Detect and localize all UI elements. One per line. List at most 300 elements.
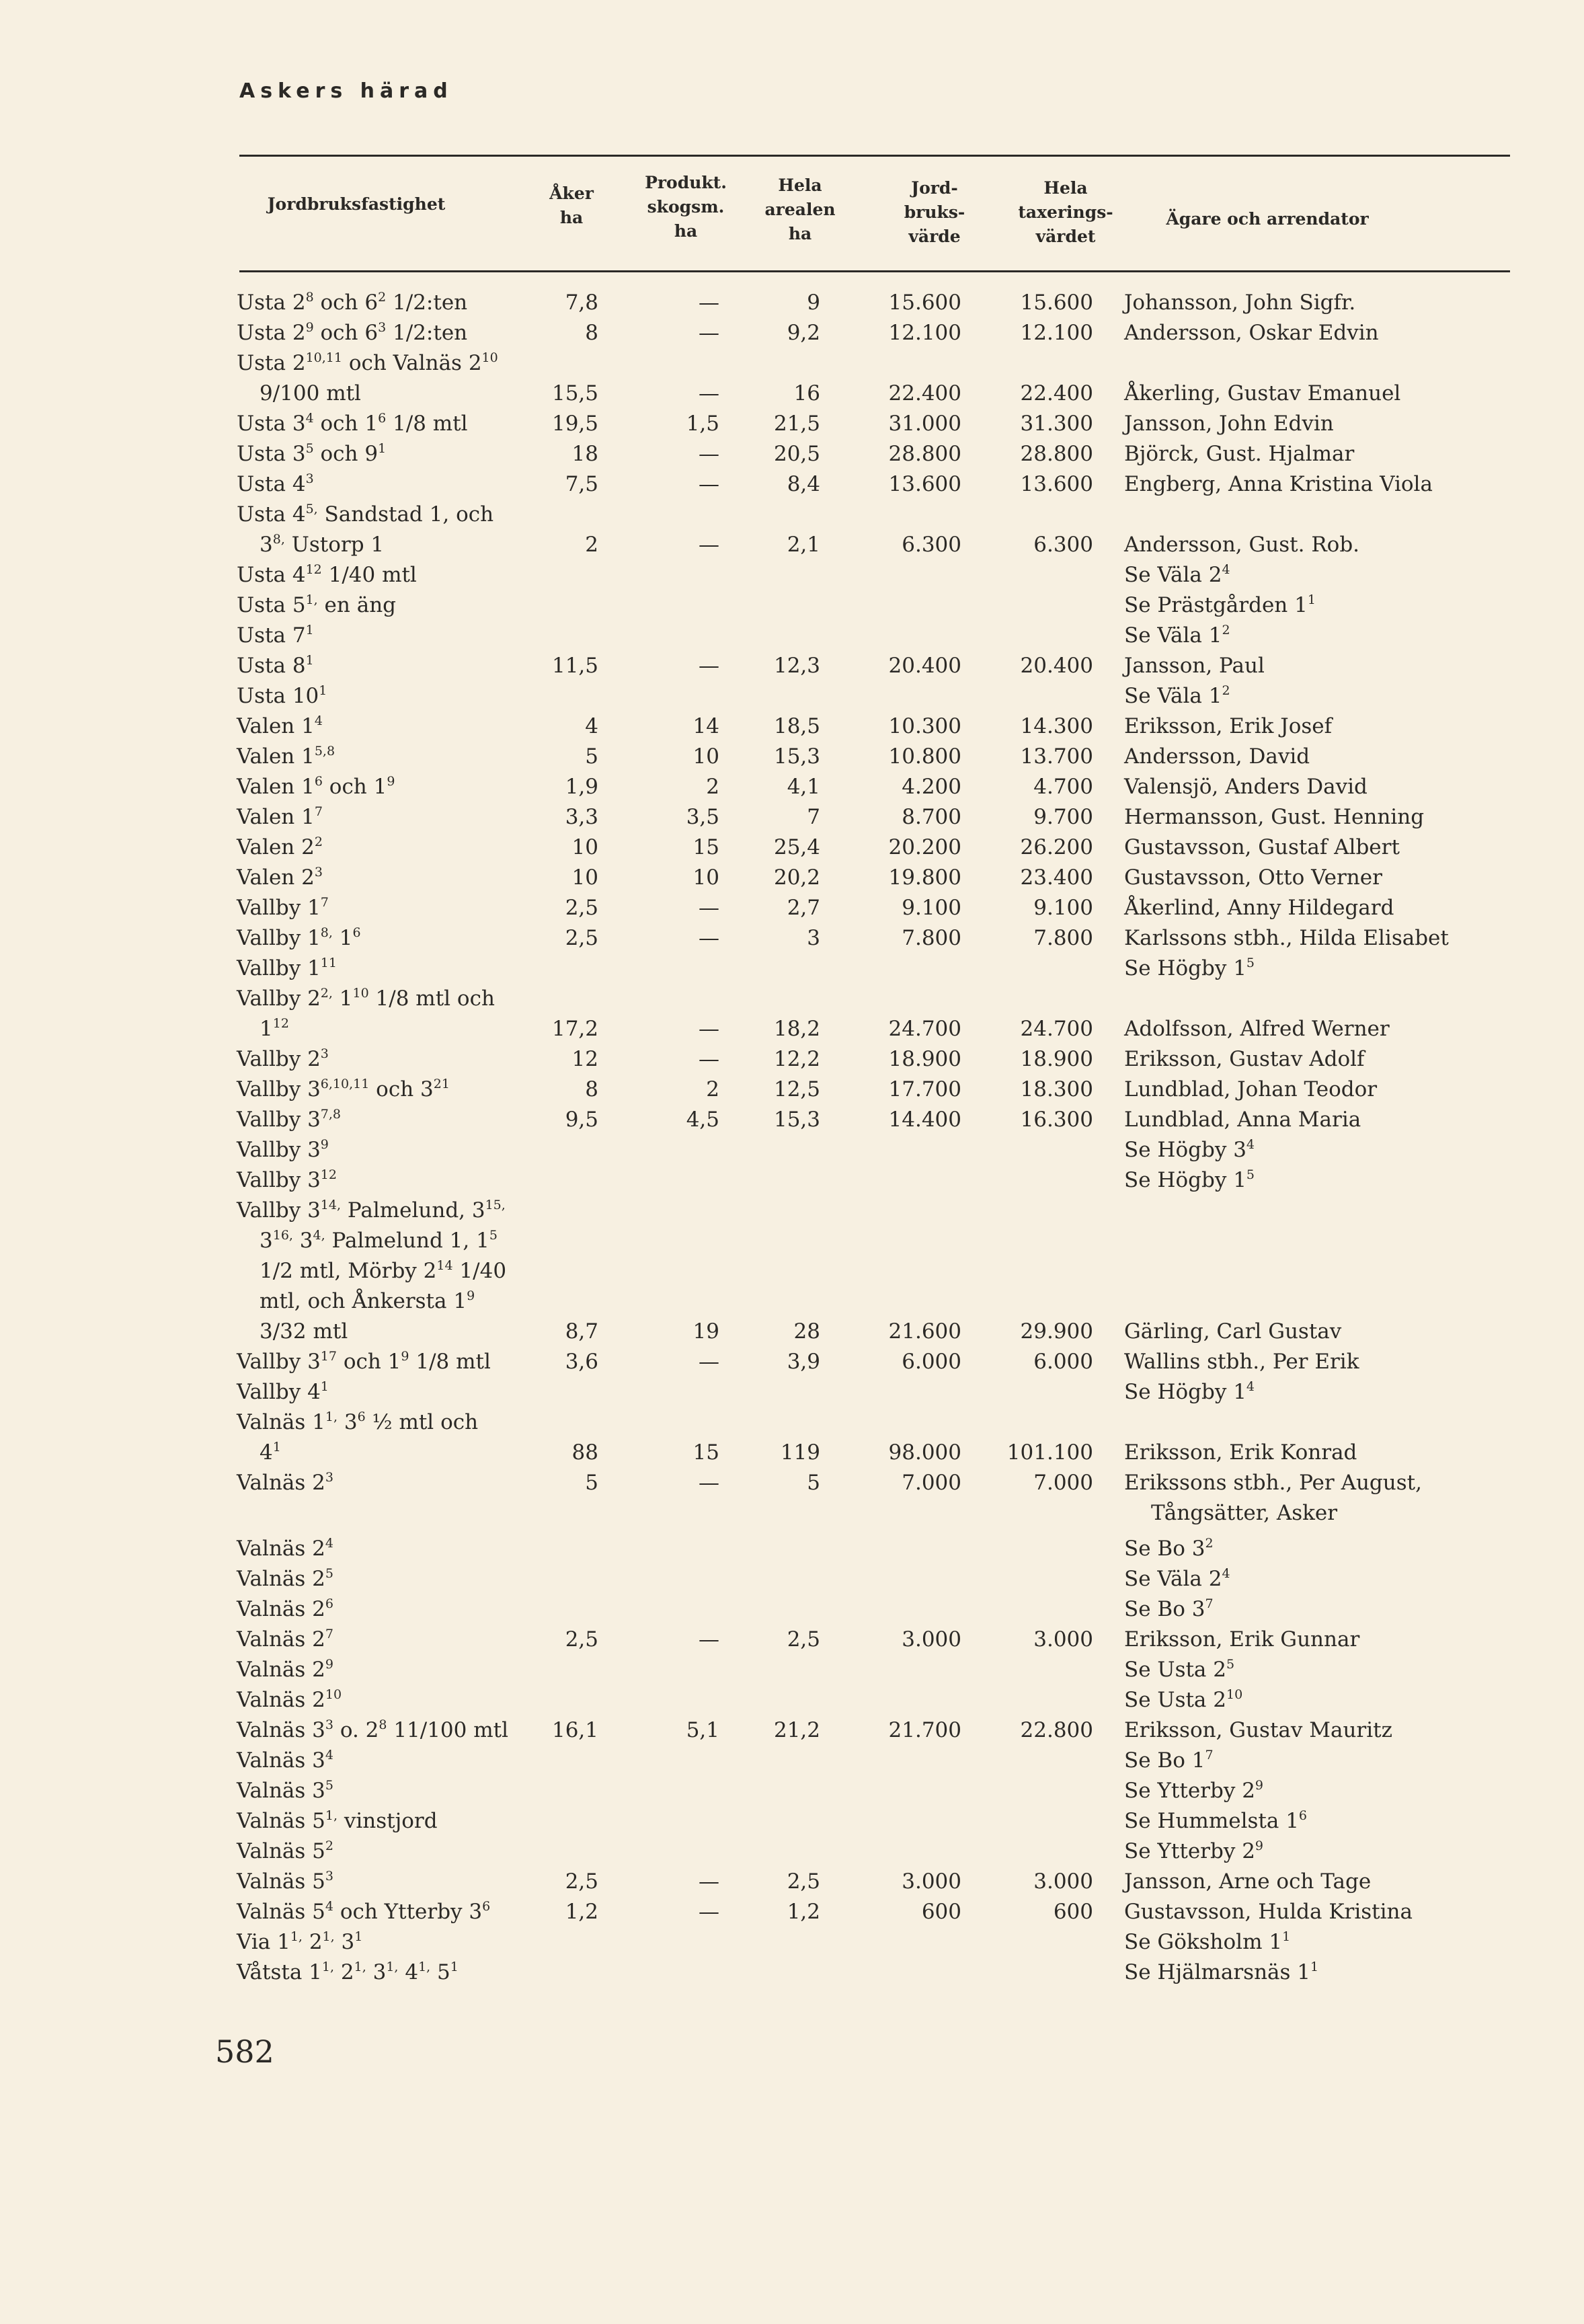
- cell-aker: 15,5: [551, 381, 598, 405]
- cell-aker: 5: [585, 1471, 598, 1495]
- cell-tax: 29.900: [1020, 1319, 1093, 1344]
- table-row: [0, 469, 1584, 500]
- cell-agare: Se Bo $1^7$: [1124, 1747, 1214, 1773]
- cell-agare: Se Högby $1^5$: [1124, 955, 1255, 980]
- cell-agare: Eriksson, Gustav Mauritz: [1124, 1718, 1392, 1742]
- cell-fastighet: Valnäs $5^{1,}$ vinstjord: [237, 1808, 438, 1833]
- cell-agare: Se Väla $2^4$: [1124, 1565, 1230, 1591]
- cell-fastighet: Usta $8^1$: [237, 652, 314, 678]
- cell-agare: Lundblad, Johan Teodor: [1124, 1077, 1378, 1101]
- cell-tax: 18.900: [1020, 1047, 1093, 1071]
- cell-fastighet: Vallby $4^1$: [237, 1379, 329, 1404]
- cell-agare: Eriksson, Erik Konrad: [1124, 1440, 1357, 1465]
- cell-hela: 2,1: [787, 533, 820, 557]
- cell-jord: 7.800: [902, 926, 961, 950]
- cell-tax: 9.100: [1033, 896, 1093, 920]
- table-row: [0, 1685, 1584, 1715]
- cell-tax: 4.700: [1033, 775, 1093, 799]
- cell-fastighet: Via $1^{1,}$ $2^{1,}$ $3^1$: [237, 1929, 363, 1954]
- table-row: [0, 1165, 1584, 1196]
- cell-agare: Andersson, Oskar Edvin: [1124, 321, 1379, 345]
- cell-aker: 2,5: [565, 1869, 598, 1894]
- cell-aker: 12: [571, 1047, 598, 1071]
- cell-tax: 15.600: [1020, 290, 1093, 315]
- cell-tax: 600: [1053, 1900, 1093, 1924]
- cell-tax: 20.400: [1020, 654, 1093, 678]
- cell-hela: 16: [793, 381, 820, 405]
- table-row: [0, 1044, 1584, 1075]
- cell-hela: 2,7: [787, 896, 820, 920]
- cell-prod: —: [699, 442, 719, 466]
- table-row: [0, 681, 1584, 711]
- cell-tax: 9.700: [1033, 805, 1093, 829]
- cell-fastighet: Valen 1$^{5,8}$: [237, 743, 335, 769]
- cell-agare: Se Hjälmarsnäs $1^1$: [1124, 1959, 1319, 1984]
- header-rule: [239, 270, 1510, 272]
- table-row: [0, 954, 1584, 984]
- cell-fastighet: Vallby $3^{12}$: [237, 1167, 337, 1192]
- page-title: Askers härad: [239, 79, 453, 103]
- cell-fastighet: Valnäs $5^3$: [237, 1868, 333, 1894]
- cell-agare: Se Ytterby $2^9$: [1124, 1838, 1264, 1863]
- cell-fastighet: Usta $7^1$: [237, 622, 314, 648]
- cell-agare: Erikssons stbh., Per August,: [1124, 1471, 1422, 1495]
- cell-agare: Se Bo $3^2$: [1124, 1535, 1214, 1561]
- cell-agare: Engberg, Anna Kristina Viola: [1124, 472, 1433, 496]
- cell-jord: 8.700: [902, 805, 961, 829]
- cell-agare: Wallins stbh., Per Erik: [1124, 1350, 1359, 1374]
- cell-prod: 2: [706, 1077, 719, 1101]
- cell-tax: 28.800: [1020, 442, 1093, 466]
- cell-hela: 12,2: [773, 1047, 820, 1071]
- table-row: [0, 1594, 1584, 1625]
- cell-jord: 6.000: [902, 1350, 961, 1374]
- cell-prod: 10: [692, 744, 719, 769]
- cell-prod: —: [699, 1471, 719, 1495]
- cell-prod: 10: [692, 865, 719, 890]
- cell-agare: Gustavsson, Otto Verner: [1124, 865, 1382, 890]
- cell-fastighet: Usta $5^{1,}$ en äng: [237, 592, 397, 617]
- cell-tax: 13.600: [1020, 472, 1093, 496]
- table-row: [0, 863, 1584, 893]
- cell-fastighet: Valnäs $2^{10}$: [237, 1687, 342, 1712]
- cell-aker: 18: [571, 442, 598, 466]
- cell-jord: 19.800: [888, 865, 961, 890]
- cell-fastighet: Valen $1^6$ och $1^9$: [237, 773, 395, 799]
- cell-agare: Gärling, Carl Gustav: [1124, 1319, 1342, 1344]
- table-row: [0, 1438, 1584, 1468]
- cell-fastighet: Valen $1^7$: [237, 804, 323, 829]
- table-row: [0, 1468, 1584, 1498]
- cell-fastighet: Vallby $3^9$: [237, 1136, 329, 1162]
- cell-fastighet: Usta $4^{12}$ 1/40 mtl: [237, 561, 417, 587]
- cell-fastighet: Usta $4^3$: [237, 471, 314, 496]
- cell-prod: 19: [692, 1319, 719, 1344]
- cell-tax: 16.300: [1020, 1108, 1093, 1132]
- cell-fastighet: 3/32 mtl: [260, 1319, 348, 1344]
- cell-jord: 3.000: [902, 1869, 961, 1894]
- cell-jord: 98.000: [888, 1440, 961, 1465]
- cell-jord: 18.900: [888, 1047, 961, 1071]
- table-row: [0, 1347, 1584, 1377]
- cell-hela: 18,5: [773, 714, 820, 738]
- cell-hela: 8,4: [787, 472, 820, 496]
- cell-jord: 6.300: [902, 533, 961, 557]
- cell-aker: 1,2: [565, 1900, 598, 1924]
- col-header-jord: Jord- bruks- värde: [904, 178, 965, 246]
- cell-jord: 31.000: [888, 412, 961, 436]
- cell-jord: 7.000: [902, 1471, 961, 1495]
- cell-agare: Johansson, John Sigfr.: [1124, 290, 1356, 315]
- table-row: [0, 439, 1584, 469]
- cell-agare: Jansson, John Edvin: [1124, 412, 1334, 436]
- table-row: [0, 1105, 1584, 1135]
- cell-jord: 21.700: [888, 1718, 961, 1742]
- col-header-fastighet: Jordbruksfastighet: [267, 194, 446, 214]
- cell-agare: Andersson, David: [1124, 744, 1310, 769]
- cell-prod: —: [699, 1017, 719, 1041]
- cell-prod: —: [699, 1869, 719, 1894]
- property-table: [0, 288, 1584, 1988]
- cell-hela: 9: [807, 290, 820, 315]
- cell-fastighet: mtl, och Ånkersta $1^9$: [260, 1288, 475, 1313]
- cell-hela: 25,4: [773, 835, 820, 859]
- cell-hela: 7: [807, 805, 820, 829]
- cell-fastighet: Vallby 3$^{7,8}$: [237, 1106, 342, 1132]
- table-row: [0, 530, 1584, 560]
- cell-fastighet: Valnäs $1^{1,}$ $3^6$ ½ mtl och: [237, 1409, 479, 1434]
- col-header-agare: Ägare och arrendator: [1166, 209, 1369, 229]
- cell-aker: 2,5: [565, 926, 598, 950]
- cell-tax: 12.100: [1020, 321, 1093, 345]
- cell-jord: 10.800: [888, 744, 961, 769]
- cell-tax: 23.400: [1020, 865, 1093, 890]
- cell-aker: 17,2: [551, 1017, 598, 1041]
- cell-fastighet: Valnäs $3^3$ o. $2^8$ 11/100 mtl: [237, 1717, 509, 1742]
- cell-fastighet: Valnäs $3^4$: [237, 1747, 333, 1773]
- cell-prod: —: [699, 1627, 719, 1652]
- cell-agare: Jansson, Arne och Tage: [1124, 1869, 1372, 1894]
- table-row: [0, 1776, 1584, 1806]
- cell-prod: —: [699, 1047, 719, 1071]
- cell-fastighet: Valen $2^2$: [237, 834, 323, 859]
- cell-fastighet: $3^{16,}$ $3^{4,}$ Palmelund 1, $1^5$: [260, 1227, 498, 1253]
- cell-hela: 28: [793, 1319, 820, 1344]
- table-row: [0, 1655, 1584, 1685]
- cell-fastighet: Vallby $2^{2,}$ $1^{10}$ 1/8 mtl och: [237, 985, 495, 1011]
- table-row: [0, 318, 1584, 348]
- table-row: [0, 832, 1584, 863]
- cell-agare: Åkerling, Gustav Emanuel: [1124, 381, 1401, 405]
- cell-aker: 2,5: [565, 896, 598, 920]
- cell-agare: Andersson, Gust. Rob.: [1124, 533, 1360, 557]
- cell-agare: Hermansson, Gust. Henning: [1124, 805, 1425, 829]
- cell-hela: 9,2: [787, 321, 820, 345]
- cell-fastighet: Vallby 3$^{6,10,11}$ och $3^{21}$: [237, 1076, 450, 1101]
- cell-aker: 5: [585, 744, 598, 769]
- cell-fastighet: Våtsta $1^{1,}$ $2^{1,}$ $3^{1,}$ $4^{1,}$ $5^1$: [237, 1959, 459, 1984]
- cell-hela: 4,1: [787, 775, 820, 799]
- cell-agare: Se Ytterby $2^9$: [1124, 1777, 1264, 1803]
- table-row: [0, 772, 1584, 802]
- cell-jord: 9.100: [902, 896, 961, 920]
- cell-jord: 21.600: [888, 1319, 961, 1344]
- cell-aker: 7,5: [565, 472, 598, 496]
- cell-fastighet: Vallby $3^{14,}$ Palmelund, $3^{15,}$: [237, 1197, 506, 1223]
- top-rule: [239, 155, 1510, 157]
- cell-aker: 8: [585, 1077, 598, 1101]
- cell-fastighet: Valnäs $2^5$: [237, 1565, 333, 1591]
- cell-fastighet: Valnäs $2^7$: [237, 1626, 333, 1652]
- cell-agare: Se Usta $2^5$: [1124, 1656, 1235, 1682]
- cell-hela: 1,2: [787, 1900, 820, 1924]
- cell-aker: 16,1: [551, 1718, 598, 1742]
- cell-prod: 4,5: [686, 1108, 719, 1132]
- cell-fastighet: Valnäs $5^4$ och Ytterby $3^6$: [237, 1898, 491, 1924]
- table-row: [0, 500, 1584, 530]
- table-row: [0, 621, 1584, 651]
- cell-agare: Valensjö, Anders David: [1124, 775, 1368, 799]
- cell-aker: 3,6: [565, 1350, 598, 1374]
- cell-jord: 10.300: [888, 714, 961, 738]
- cell-hela: 2,5: [787, 1627, 820, 1652]
- col-header-hela: Hela arealen ha: [764, 176, 836, 243]
- cell-tax: 6.000: [1033, 1350, 1093, 1374]
- table-row: [0, 1715, 1584, 1746]
- cell-fastighet: Valen $1^4$: [237, 713, 323, 738]
- table-row: [0, 1564, 1584, 1594]
- cell-hela: 20,2: [773, 865, 820, 890]
- cell-jord: 28.800: [888, 442, 961, 466]
- table-row: [0, 1286, 1584, 1317]
- table-row: [0, 651, 1584, 681]
- cell-hela: 15,3: [773, 744, 820, 769]
- cell-fastighet: Usta $10^1$: [237, 683, 327, 708]
- cell-tax: 3.000: [1033, 1869, 1093, 1894]
- cell-hela: 119: [780, 1440, 820, 1465]
- cell-fastighet: Vallby $1^7$: [237, 894, 329, 920]
- cell-hela: 18,2: [773, 1017, 820, 1041]
- cell-jord: 22.400: [888, 381, 961, 405]
- cell-agare: Se Högby $1^4$: [1124, 1379, 1255, 1404]
- cell-agare: Björck, Gust. Hjalmar: [1124, 442, 1355, 466]
- cell-prod: —: [699, 1900, 719, 1924]
- cell-tax: 3.000: [1033, 1627, 1093, 1652]
- cell-hela: 3,9: [787, 1350, 820, 1374]
- cell-hela: 20,5: [773, 442, 820, 466]
- table-row: [0, 590, 1584, 621]
- table-row: [0, 1897, 1584, 1927]
- cell-tax: 13.700: [1020, 744, 1093, 769]
- cell-jord: 4.200: [902, 775, 961, 799]
- cell-prod: —: [699, 381, 719, 405]
- cell-hela: 15,3: [773, 1108, 820, 1132]
- cell-jord: 20.200: [888, 835, 961, 859]
- cell-aker: 2: [585, 533, 598, 557]
- cell-aker: 8,7: [565, 1319, 598, 1344]
- cell-agare: Gustavsson, Gustaf Albert: [1124, 835, 1400, 859]
- cell-fastighet: Valnäs $2^4$: [237, 1535, 333, 1561]
- cell-prod: —: [699, 926, 719, 950]
- cell-fastighet: Vallby $2^3$: [237, 1046, 329, 1071]
- cell-fastighet: Valnäs $2^3$: [237, 1469, 333, 1495]
- cell-aker: 1,9: [565, 775, 598, 799]
- table-row: [0, 1498, 1584, 1528]
- cell-tax: 24.700: [1020, 1017, 1093, 1041]
- cell-prod: —: [699, 1350, 719, 1374]
- cell-agare: Adolfsson, Alfred Werner: [1124, 1017, 1390, 1041]
- table-row: [0, 1625, 1584, 1655]
- cell-agare: Eriksson, Gustav Adolf: [1124, 1047, 1365, 1071]
- cell-agare: Se Väla $1^2$: [1124, 622, 1230, 648]
- cell-fastighet: Valnäs $3^5$: [237, 1777, 333, 1803]
- cell-aker: 3,3: [565, 805, 598, 829]
- cell-fastighet: Vallby $3^{17}$ och $1^9$ 1/8 mtl: [237, 1348, 491, 1374]
- col-header-tax: Hela taxerings- värdet: [1018, 178, 1113, 246]
- cell-jord: 20.400: [888, 654, 961, 678]
- table-row: [0, 288, 1584, 318]
- cell-fastighet: Usta $2^9$ och $6^3$ 1/2:ten: [237, 319, 468, 345]
- table-row: [0, 1806, 1584, 1836]
- cell-agare: Se Högby $1^5$: [1124, 1167, 1255, 1192]
- cell-agare: Se Usta $2^{10}$: [1124, 1687, 1243, 1712]
- table-row: [0, 1014, 1584, 1044]
- cell-fastighet: Vallby $1^{11}$: [237, 955, 337, 980]
- cell-fastighet: $1^{12}$: [260, 1015, 289, 1041]
- cell-aker: 8: [585, 321, 598, 345]
- table-row: [0, 1317, 1584, 1347]
- table-row: [0, 1256, 1584, 1286]
- cell-tax: 31.300: [1020, 412, 1093, 436]
- cell-aker: 2,5: [565, 1627, 598, 1652]
- cell-agare: Se Bo $3^7$: [1124, 1596, 1214, 1621]
- cell-fastighet: $4^1$: [260, 1439, 281, 1465]
- cell-tax: 6.300: [1033, 533, 1093, 557]
- table-row: [0, 409, 1584, 439]
- cell-aker: 19,5: [551, 412, 598, 436]
- cell-aker: 88: [571, 1440, 598, 1465]
- cell-tax: 14.300: [1020, 714, 1093, 738]
- cell-hela: 12,5: [773, 1077, 820, 1101]
- cell-prod: 2: [706, 775, 719, 799]
- cell-hela: 2,5: [787, 1869, 820, 1894]
- cell-fastighet: 1/2 mtl, Mörby $2^{14}$ 1/40: [260, 1257, 507, 1283]
- table-row: [0, 1075, 1584, 1105]
- table-row: [0, 1958, 1584, 1988]
- table-row: [0, 1534, 1584, 1564]
- cell-fastighet: Usta $2^8$ och $6^2$ 1/2:ten: [237, 289, 468, 315]
- cell-prod: 15: [692, 835, 719, 859]
- cell-tax: 26.200: [1020, 835, 1093, 859]
- cell-agare: Karlssons stbh., Hilda Elisabet: [1124, 926, 1449, 950]
- table-row: [0, 1226, 1584, 1256]
- cell-hela: 3: [807, 926, 820, 950]
- cell-aker: 4: [585, 714, 598, 738]
- cell-prod: 3,5: [686, 805, 719, 829]
- table-row: [0, 893, 1584, 923]
- table-row: [0, 348, 1584, 379]
- cell-tax: 7.800: [1033, 926, 1093, 950]
- cell-hela: 5: [807, 1471, 820, 1495]
- cell-prod: 5,1: [686, 1718, 719, 1742]
- cell-prod: 1,5: [686, 412, 719, 436]
- cell-prod: —: [699, 533, 719, 557]
- cell-hela: 21,2: [773, 1718, 820, 1742]
- page-number: 582: [215, 2034, 274, 2070]
- cell-fastighet: $3^{8,}$ Ustorp 1: [260, 531, 385, 557]
- cell-agare: Åkerlind, Anny Hildegard: [1124, 896, 1394, 920]
- cell-fastighet: Valnäs $2^9$: [237, 1656, 333, 1682]
- table-row: [0, 1135, 1584, 1165]
- cell-agare: Se Hummelsta $1^6$: [1124, 1808, 1308, 1833]
- cell-fastighet: Usta 2$^{10,11}$ och Valnäs $2^{10}$: [237, 350, 498, 375]
- cell-aker: 11,5: [551, 654, 598, 678]
- table-row: [0, 1927, 1584, 1958]
- cell-agare: Gustavsson, Hulda Kristina: [1124, 1900, 1413, 1924]
- cell-fastighet: Valnäs $5^2$: [237, 1838, 333, 1863]
- table-row: [0, 560, 1584, 590]
- cell-aker: 10: [571, 835, 598, 859]
- table-row: [0, 379, 1584, 409]
- table-row: [0, 984, 1584, 1014]
- cell-fastighet: Valen $2^3$: [237, 864, 323, 890]
- table-row: [0, 923, 1584, 954]
- cell-jord: 14.400: [888, 1108, 961, 1132]
- cell-fastighet: 9/100 mtl: [260, 381, 361, 405]
- cell-prod: 15: [692, 1440, 719, 1465]
- cell-jord: 13.600: [888, 472, 961, 496]
- cell-agare: Se Väla $2^4$: [1124, 561, 1230, 587]
- table-row: [0, 1836, 1584, 1867]
- col-header-aker: Åker ha: [549, 184, 594, 227]
- cell-jord: 15.600: [888, 290, 961, 315]
- cell-agare: Se Väla $1^2$: [1124, 683, 1230, 708]
- cell-fastighet: Valnäs $2^6$: [237, 1596, 333, 1621]
- cell-jord: 24.700: [888, 1017, 961, 1041]
- cell-agare: Jansson, Paul: [1124, 654, 1265, 678]
- cell-tax: 22.800: [1020, 1718, 1093, 1742]
- cell-prod: —: [699, 472, 719, 496]
- cell-agare: Se Göksholm $1^1$: [1124, 1929, 1291, 1954]
- cell-agare: Lundblad, Anna Maria: [1124, 1108, 1361, 1132]
- cell-prod: 14: [692, 714, 719, 738]
- cell-fastighet: Vallby $1^{8,}$ $1^6$: [237, 925, 361, 950]
- cell-aker: 9,5: [565, 1108, 598, 1132]
- cell-agare: Se Högby $3^4$: [1124, 1136, 1255, 1162]
- cell-fastighet: Usta $3^4$ och $1^6$ 1/8 mtl: [237, 410, 468, 436]
- table-row: [0, 1407, 1584, 1438]
- cell-agare: Se Prästgården $1^1$: [1124, 592, 1316, 617]
- cell-agare: Eriksson, Erik Gunnar: [1124, 1627, 1360, 1652]
- cell-agare: Eriksson, Erik Josef: [1124, 714, 1333, 738]
- cell-fastighet: Usta $4^{5,}$ Sandstad 1, och: [237, 501, 494, 527]
- cell-hela: 12,3: [773, 654, 820, 678]
- table-row: [0, 711, 1584, 742]
- table-row: [0, 1196, 1584, 1226]
- cell-prod: —: [699, 896, 719, 920]
- cell-agare: Tångsätter, Asker: [1151, 1501, 1338, 1525]
- col-header-prod: Produkt. skogsm. ha: [645, 173, 727, 241]
- cell-aker: 10: [571, 865, 598, 890]
- cell-fastighet: Usta $3^5$ och $9^1$: [237, 440, 387, 466]
- cell-jord: 3.000: [902, 1627, 961, 1652]
- cell-jord: 600: [921, 1900, 961, 1924]
- table-row: [0, 802, 1584, 832]
- cell-tax: 7.000: [1033, 1471, 1093, 1495]
- cell-jord: 12.100: [888, 321, 961, 345]
- table-row: [0, 1377, 1584, 1407]
- cell-tax: 18.300: [1020, 1077, 1093, 1101]
